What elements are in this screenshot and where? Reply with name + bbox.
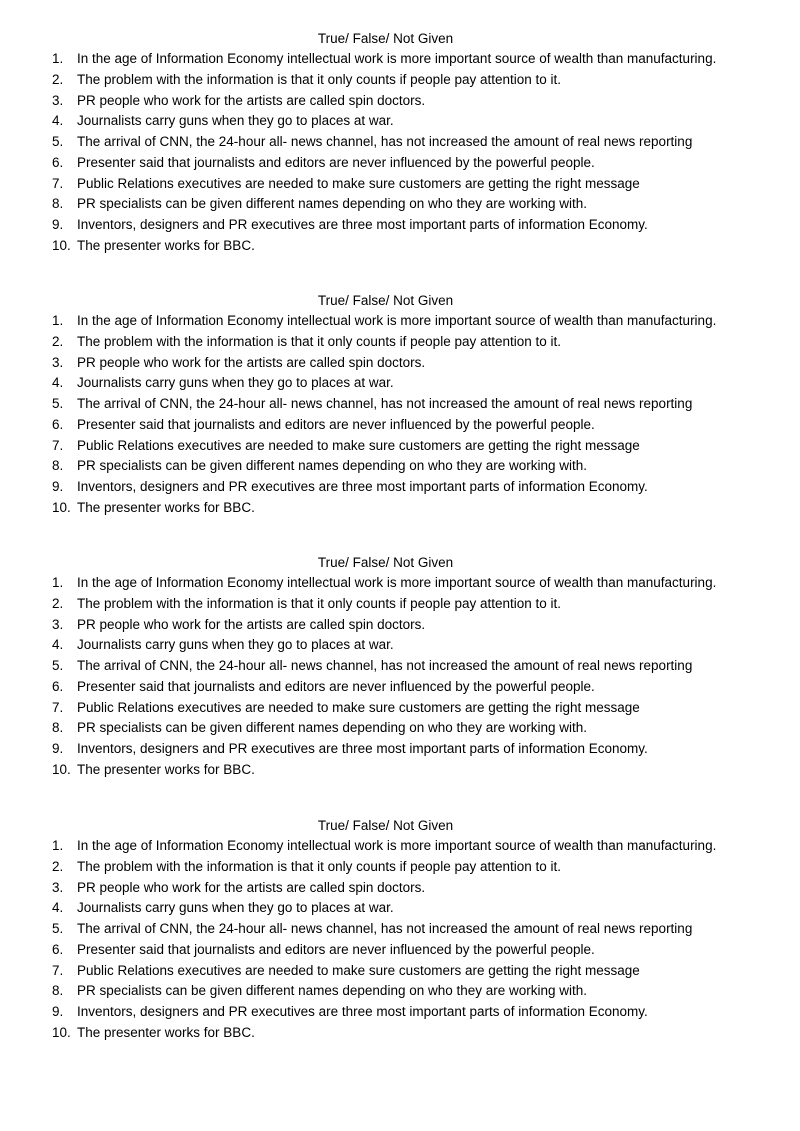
item-text: Public Relations executives are needed to make sure customers are getting the right message — [77, 699, 640, 715]
item-text: Inventors, designers and PR executives are three most important parts of information Economy. — [77, 741, 648, 756]
list-item — [0, 940, 800, 961]
item-text: Journalists carry guns when they go to places at war. — [77, 113, 394, 129]
list-item — [0, 677, 800, 698]
item-text: The arrival of CNN, the 24-hour all- news channel, has not increased the amount of real news reporting — [77, 921, 693, 936]
list-item — [0, 857, 800, 878]
item-text: Public Relations executives are needed to make sure customers are getting the right message — [77, 962, 640, 978]
item-text: The problem with the information is that it only counts if people pay attention to it. — [77, 595, 562, 611]
list-item — [0, 615, 800, 636]
list-item — [0, 332, 800, 353]
item-text: Journalists carry guns when they go to places at war. — [77, 637, 394, 653]
item-number: 7. — [52, 699, 64, 715]
statement-list — [0, 836, 800, 1044]
item-number: 1. — [52, 575, 64, 590]
list-item — [0, 594, 800, 615]
item-text: Public Relations executives are needed to make sure customers are getting the right message — [77, 175, 640, 191]
item-number: 6. — [52, 416, 64, 432]
item-number: 4. — [52, 113, 64, 129]
item-number: 3. — [52, 616, 64, 632]
list-item — [0, 981, 800, 1002]
item-text: The arrival of CNN, the 24-hour all- news channel, has not increased the amount of real news reporting — [77, 134, 693, 149]
list-item — [0, 70, 800, 91]
list-item — [0, 656, 800, 677]
item-number: 2. — [52, 595, 64, 611]
item-text: Presenter said that journalists and editors are never influenced by the powerful people. — [77, 678, 595, 694]
list-item — [0, 456, 800, 477]
list-item — [0, 215, 800, 236]
statement-list — [0, 49, 800, 257]
item-text: PR specialists can be given different names depending on who they are working with. — [77, 196, 588, 212]
item-text: The arrival of CNN, the 24-hour all- news channel, has not increased the amount of real news reporting — [77, 396, 693, 411]
item-text: Journalists carry guns when they go to places at war. — [77, 900, 394, 916]
item-text: The presenter works for BBC. — [77, 499, 255, 515]
statement-list — [0, 573, 800, 781]
list-item — [0, 878, 800, 899]
item-number: 6. — [52, 941, 64, 957]
item-text: Presenter said that journalists and editors are never influenced by the powerful people. — [77, 416, 595, 432]
item-text: Presenter said that journalists and editors are never influenced by the powerful people. — [77, 941, 595, 957]
list-item — [0, 1002, 800, 1023]
list-item — [0, 898, 800, 919]
item-text: The problem with the information is that it only counts if people pay attention to it. — [77, 333, 562, 349]
item-number: 5. — [52, 396, 64, 411]
list-item — [0, 436, 800, 457]
item-text: PR specialists can be given different names depending on who they are working with. — [77, 983, 588, 999]
item-number: 6. — [52, 678, 64, 694]
list-item — [0, 373, 800, 394]
item-text: The problem with the information is that it only counts if people pay attention to it. — [77, 858, 562, 874]
list-item — [0, 836, 800, 857]
question-block — [0, 290, 800, 519]
item-number: 10. — [52, 761, 71, 777]
item-text: The presenter works for BBC. — [77, 237, 255, 253]
item-text: The presenter works for BBC. — [77, 1024, 255, 1040]
item-text: The problem with the information is that it only counts if people pay attention to it. — [77, 71, 562, 87]
question-block — [0, 815, 800, 1044]
list-item — [0, 111, 800, 132]
item-text: Journalists carry guns when they go to places at war. — [77, 375, 394, 391]
item-number: 8. — [52, 720, 64, 736]
item-number: 6. — [52, 154, 64, 170]
list-item — [0, 477, 800, 498]
item-number: 10. — [52, 237, 71, 253]
list-item — [0, 236, 800, 257]
list-item — [0, 718, 800, 739]
list-item — [0, 153, 800, 174]
item-text: PR people who work for the artists are called spin doctors. — [77, 616, 426, 632]
list-item — [0, 760, 800, 781]
item-number: 4. — [52, 900, 64, 916]
list-item — [0, 194, 800, 215]
item-number: 8. — [52, 458, 64, 474]
item-text: PR specialists can be given different names depending on who they are working with. — [77, 720, 588, 736]
item-number: 9. — [52, 1004, 64, 1019]
section-title: True/ False/ Not Given — [317, 818, 454, 833]
item-number: 10. — [52, 1024, 71, 1040]
list-item — [0, 415, 800, 436]
item-number: 8. — [52, 196, 64, 212]
item-number: 2. — [52, 71, 64, 87]
item-number: 1. — [52, 51, 64, 66]
item-number: 9. — [52, 479, 64, 494]
item-text: In the age of Information Economy intellectual work is more important source of wealth than manufacturing. — [77, 51, 717, 66]
list-item — [0, 394, 800, 415]
item-number: 3. — [52, 92, 64, 108]
item-text: PR people who work for the artists are called spin doctors. — [77, 879, 426, 895]
item-text: PR specialists can be given different names depending on who they are working with. — [77, 458, 588, 474]
item-text: The presenter works for BBC. — [77, 761, 255, 777]
item-text: Inventors, designers and PR executives are three most important parts of information Economy. — [77, 479, 648, 494]
item-number: 5. — [52, 134, 64, 149]
item-number: 10. — [52, 499, 71, 515]
item-text: The arrival of CNN, the 24-hour all- news channel, has not increased the amount of real news reporting — [77, 658, 693, 673]
item-text: PR people who work for the artists are called spin doctors. — [77, 354, 426, 370]
item-number: 5. — [52, 921, 64, 936]
item-number: 3. — [52, 879, 64, 895]
item-number: 7. — [52, 175, 64, 191]
item-text: Presenter said that journalists and editors are never influenced by the powerful people. — [77, 154, 595, 170]
list-item — [0, 353, 800, 374]
item-number: 4. — [52, 637, 64, 653]
list-item — [0, 91, 800, 112]
section-title: True/ False/ Not Given — [317, 31, 454, 46]
list-item — [0, 739, 800, 760]
item-text: Public Relations executives are needed to make sure customers are getting the right message — [77, 437, 640, 453]
list-item — [0, 1023, 800, 1044]
item-number: 9. — [52, 741, 64, 756]
item-text: In the age of Information Economy intellectual work is more important source of wealth than manufacturing. — [77, 313, 717, 328]
item-text: PR people who work for the artists are called spin doctors. — [77, 92, 426, 108]
list-item — [0, 573, 800, 594]
section-title: True/ False/ Not Given — [317, 293, 454, 308]
list-item — [0, 132, 800, 153]
list-item — [0, 698, 800, 719]
item-number: 4. — [52, 375, 64, 391]
section-title: True/ False/ Not Given — [317, 555, 454, 570]
item-number: 7. — [52, 437, 64, 453]
list-item — [0, 49, 800, 70]
list-item — [0, 311, 800, 332]
list-item — [0, 635, 800, 656]
list-item — [0, 919, 800, 940]
item-number: 9. — [52, 217, 64, 232]
question-block — [0, 28, 800, 257]
item-number: 7. — [52, 962, 64, 978]
item-text: Inventors, designers and PR executives are three most important parts of information Economy. — [77, 217, 648, 232]
item-number: 1. — [52, 313, 64, 328]
item-text: Inventors, designers and PR executives are three most important parts of information Economy. — [77, 1004, 648, 1019]
list-item — [0, 498, 800, 519]
question-block — [0, 552, 800, 781]
item-number: 3. — [52, 354, 64, 370]
list-item — [0, 961, 800, 982]
item-text: In the age of Information Economy intellectual work is more important source of wealth than manufacturing. — [77, 575, 717, 590]
item-number: 1. — [52, 838, 64, 853]
item-number: 8. — [52, 983, 64, 999]
item-number: 2. — [52, 858, 64, 874]
item-number: 5. — [52, 658, 64, 673]
item-text: In the age of Information Economy intellectual work is more important source of wealth than manufacturing. — [77, 838, 717, 853]
statement-list — [0, 311, 800, 519]
item-number: 2. — [52, 333, 64, 349]
list-item — [0, 174, 800, 195]
